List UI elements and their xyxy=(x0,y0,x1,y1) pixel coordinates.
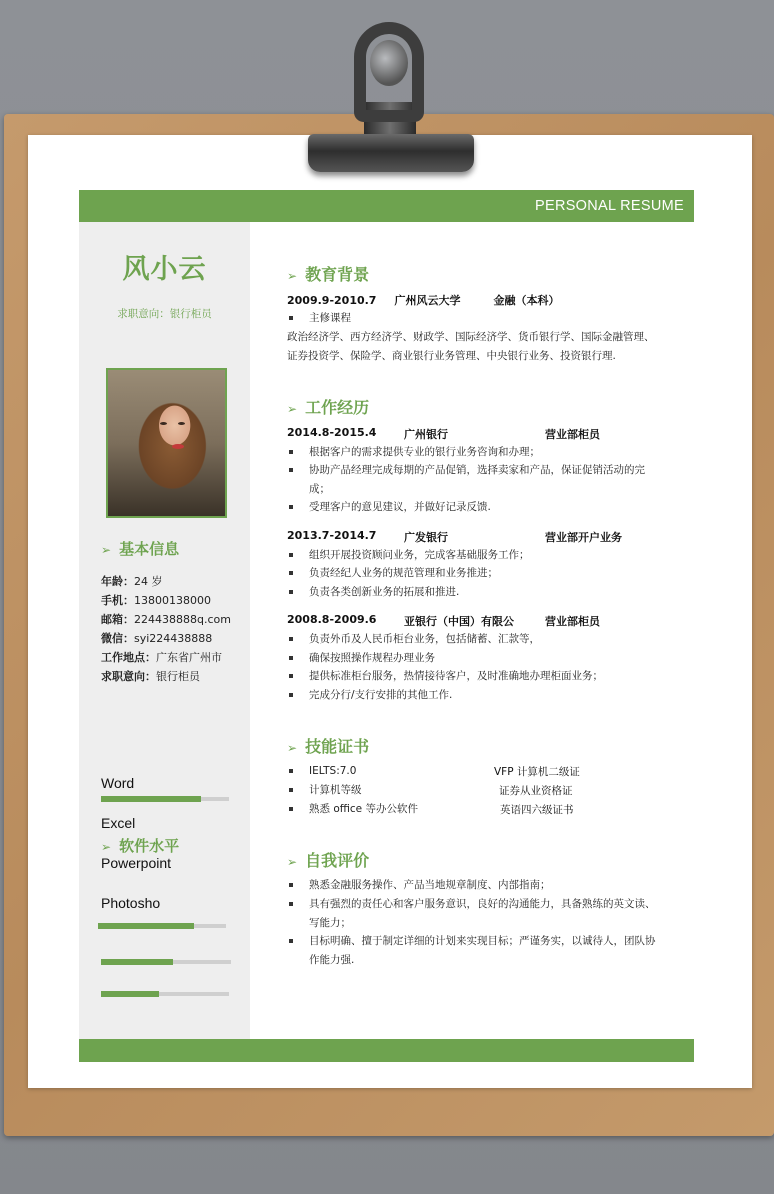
job-duty: 提供标准柜台服务，热情接待客户，及时准确地办理柜面业务； xyxy=(287,667,657,686)
self-eval-item: 熟悉金融服务操作、产品当地规章制度、内部指南； xyxy=(287,876,657,895)
skill-powerpoint-label: Powerpoint xyxy=(101,855,172,871)
binder-clip-icon xyxy=(300,22,480,177)
skill-powerpoint-fill xyxy=(101,959,173,965)
info-email: 邮箱：224438888q.com xyxy=(101,613,231,626)
info-age: 年龄：24 岁 xyxy=(101,575,163,588)
self-eval-item: 目标明确、擅于制定详细的计划来实现目标；严谨务实，以诚待人，团队协作能力强. xyxy=(287,932,657,969)
candidate-name: 风小云 xyxy=(122,254,207,285)
arrow-right-icon: ➢ xyxy=(101,840,112,854)
job-duty: 负责各类创新业务的拓展和推进. xyxy=(287,583,657,602)
info-location: 工作地点：广东省广州市 xyxy=(101,651,222,664)
skill-photoshop-fill xyxy=(101,991,159,997)
info-phone: 手机：13800138000 xyxy=(101,594,211,607)
footer-bar xyxy=(79,1039,694,1062)
info-objective: 求职意向：银行柜员 xyxy=(101,670,200,683)
cert-item: VFP 计算机二级证 xyxy=(494,766,580,778)
job-duty: 负责经纪人业务的规范管理和业务推进； xyxy=(287,564,657,583)
job-row: 2008.8-2009.6 亚银行（中国）有限公 营业部柜员 xyxy=(287,613,600,628)
arrow-right-icon: ➢ xyxy=(287,269,298,283)
job-duty: 完成分行/支行安排的其他工作. xyxy=(287,686,657,705)
basic-info-list xyxy=(101,572,231,686)
job-row: 2014.8-2015.4 广州银行 营业部柜员 xyxy=(287,426,600,441)
education-courses: 政治经济学、西方经济学、财政学、国际经济学、货币银行学、国际金融管理、证券投资学、保险学、商业银行业务管理、中央银行业务、投资银行理. xyxy=(287,331,655,362)
basic-info-heading: ➢ 基本信息 xyxy=(101,540,180,558)
job-objective: 求职意向：银行柜员 xyxy=(117,308,212,320)
job-duty: 协助产品经理完成每期的产品促销，选择卖家和产品，保证促销活动的完成； xyxy=(287,461,657,498)
arrow-right-icon: ➢ xyxy=(287,402,298,416)
skill-excel-bar xyxy=(98,924,226,928)
profile-photo xyxy=(106,368,227,518)
education-row: 2009.9-2010.7 广州风云大学 金融（本科） xyxy=(287,294,560,307)
cert-item: 英语四六级证书 xyxy=(500,804,574,816)
job-duty: 确保按照操作规程办理业务 xyxy=(287,649,657,668)
job-duty: 组织开展投资顾问业务，完成客基础服务工作； xyxy=(287,546,657,565)
certs-heading: ➢ 技能证书 xyxy=(287,737,370,756)
skill-excel-label: Excel xyxy=(101,815,136,831)
job-duty: 负责外币及人民币柜台业务，包括储蓄、汇款等， xyxy=(287,630,657,649)
skill-photoshop-label: Photosho xyxy=(101,895,161,911)
cert-item: IELTS:7.0 xyxy=(287,762,657,781)
cert-item: 计算机等级 xyxy=(287,781,657,800)
work-heading: ➢ 工作经历 xyxy=(287,398,370,417)
skill-word-fill xyxy=(101,796,201,802)
arrow-right-icon: ➢ xyxy=(287,855,298,869)
job-duty: 受理客户的意见建议，并做好记录反馈. xyxy=(287,498,657,517)
sidebar xyxy=(79,222,250,1039)
header-banner: PERSONAL RESUME xyxy=(79,190,694,222)
skill-powerpoint-bar xyxy=(101,960,231,964)
skill-word-label: Word xyxy=(101,775,135,791)
arrow-right-icon: ➢ xyxy=(287,741,298,755)
arrow-right-icon: ➢ xyxy=(101,543,112,557)
education-heading: ➢ 教育背景 xyxy=(287,265,370,284)
skill-excel-fill xyxy=(98,923,194,929)
skill-word-bar xyxy=(101,797,229,801)
software-heading: ➢ 软件水平 xyxy=(101,837,180,855)
info-wechat: 微信：syi224438888 xyxy=(101,632,213,645)
cert-item: 熟悉 office 等办公软件 xyxy=(287,800,657,819)
skill-photoshop-bar xyxy=(101,992,229,996)
job-duty: 根据客户的需求提供专业的银行业务咨询和办理； xyxy=(287,443,657,462)
cert-item: 证券从业资格证 xyxy=(499,785,573,797)
self-eval-heading: ➢ 自我评价 xyxy=(287,851,370,870)
self-eval-item: 具有强烈的责任心和客户服务意识，良好的沟通能力，具备熟练的英文读、写能力； xyxy=(287,895,657,932)
job-row: 2013.7-2014.7 广发银行 营业部开户业务 xyxy=(287,529,622,544)
education-course-title: 主修课程 xyxy=(287,309,657,328)
